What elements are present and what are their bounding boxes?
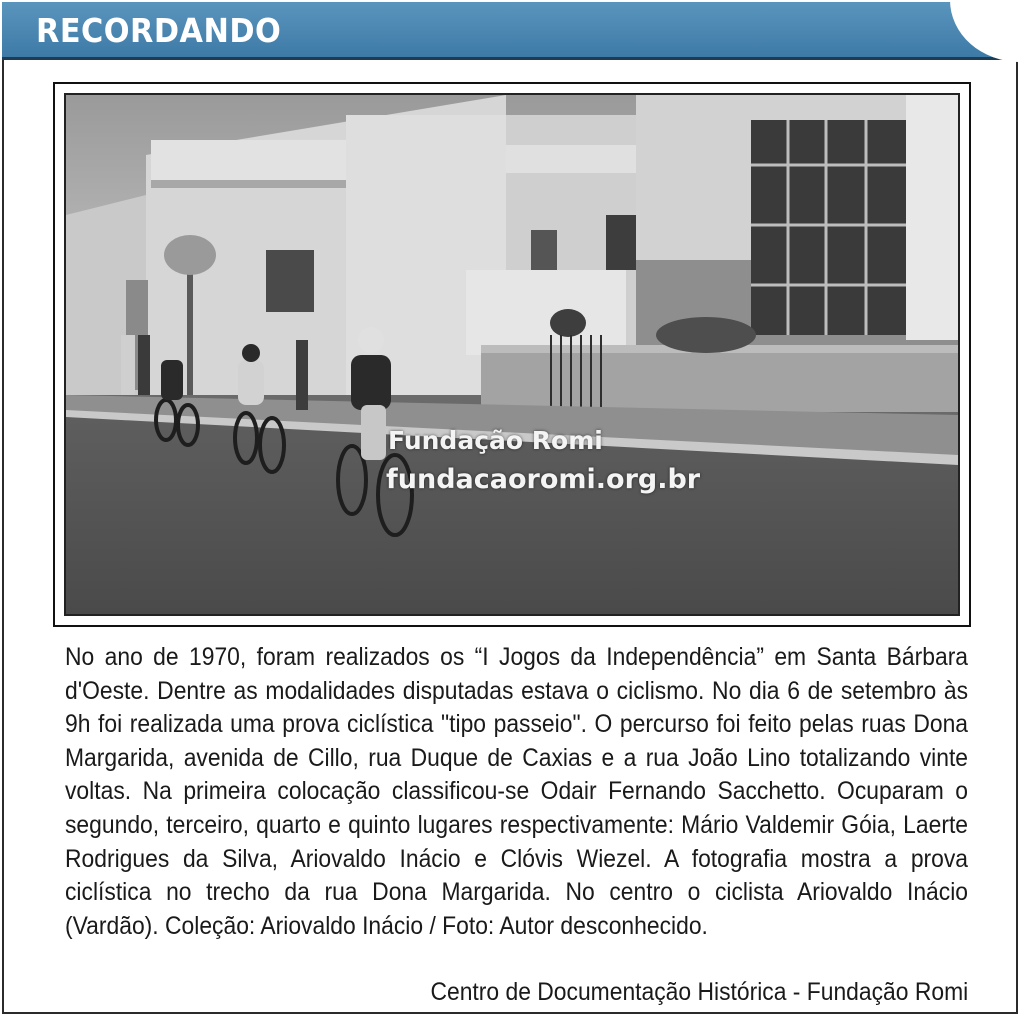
section-header <box>2 2 1018 60</box>
article-body: No ano de 1970, foram realizados os “I Jogos da Independência” em Santa Bárbara d'Oeste. Dentre as modalidades disputadas estava o ciclismo. No dia 6 de setembro às 9h foi realizada uma prova ciclística "tipo passeio". O percurso foi feito pelas ruas Dona Margarida, avenida de Cillo, rua Duque de Caxias e a rua João Lino totalizando vinte voltas. Na primeira colocação classificou-se Odair Fernando Sacchetto. Ocuparam o segundo, terceiro, quarto e quinto lugares respectivamente: Mário Valdemir Góia, Laerte Rodrigues da Silva, Ariovaldo Inácio e Clóvis Wiezel. A fotografia mostra a prova ciclística no trecho da rua Dona Margarida. No centro o ciclista Ariovaldo Inácio (Vardão). Coleção: Ariovaldo Inácio / Foto: Autor desconhecido. <box>65 644 969 940</box>
header-corner-curl <box>950 0 1020 62</box>
photo-watermark-name: Fundação Romi <box>388 426 603 455</box>
cycling-race-photo <box>66 95 958 614</box>
article-credit: Centro de Documentação Histórica - Fundação Romi <box>430 979 968 1006</box>
section-title: RECORDANDO <box>36 11 282 50</box>
photo-watermark-url: fundacaoromi.org.br <box>386 464 701 495</box>
historic-photo <box>64 93 960 616</box>
photo-frame <box>53 82 971 627</box>
